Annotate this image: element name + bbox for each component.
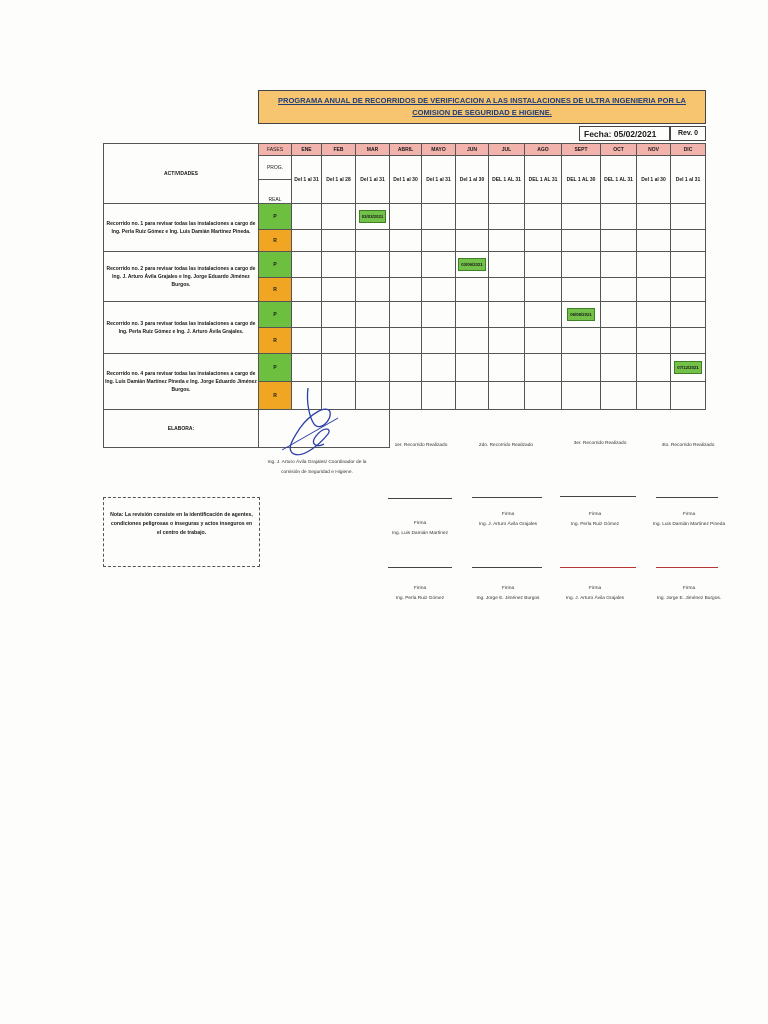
- month-header: JUN: [456, 144, 489, 156]
- date-label: Fecha: 05/02/2021: [579, 126, 670, 141]
- month-range: Del 1 al 31: [671, 156, 706, 204]
- month-range: Del 1 al 31: [292, 156, 322, 204]
- month-range: DEL 1 AL 31: [601, 156, 637, 204]
- planned-marker: P: [259, 204, 292, 230]
- firma-label: Firma: [588, 512, 602, 517]
- scheduled-date: 03/03/2021: [359, 210, 387, 223]
- month-range: Del 1 al 31: [422, 156, 456, 204]
- activity-description: Recorrido no. 1 para revisar todas las instalaciones a cargo de Ing. Perla Ruiz Gómez e Ing. Luis Damián Martínez Pineda.: [104, 204, 259, 252]
- real-marker: R: [259, 278, 292, 302]
- signer-name: Ing. Jorge E. Jiménez Burgos.: [656, 596, 722, 601]
- signature-block: [468, 510, 548, 530]
- firma-label: Firma: [413, 586, 427, 591]
- signature-line: [656, 567, 718, 568]
- month-header: MAR: [356, 144, 390, 156]
- schedule-table: [103, 143, 706, 448]
- signature-line: [560, 496, 636, 497]
- month-header: FEB: [322, 144, 356, 156]
- document-title: PROGRAMA ANUAL DE RECORRIDOS DE VERIFICACION A LAS INSTALACIONES DE ULTRA INGENIERIA POR LA COMISION DE SEGURIDAD E HIGIENE.: [258, 90, 706, 124]
- signer-name: Ing. J. Arturo Ávila Grajales: [478, 522, 538, 527]
- firma-label: Firma: [588, 586, 602, 591]
- activity-description: Recorrido no. 3 para revisar todas las instalaciones a cargo de Ing. Perla Ruiz Gómez e Ing. J. Arturo Ávila Grajales.: [104, 302, 259, 354]
- firma-label: Firma: [501, 512, 515, 517]
- activity-description: Recorrido no. 4 para revisar todas las instalaciones a cargo de Ing. Luis Damián Martínez Pineda e Ing. Jorge Eduardo Jiménez Burgos.: [104, 354, 259, 410]
- month-header: ABRIL: [390, 144, 422, 156]
- signature-block: [648, 510, 730, 530]
- elaborator-info: [262, 458, 372, 478]
- month-range: Del 1 al 30: [637, 156, 671, 204]
- signature-block: [648, 584, 730, 604]
- month-header: AGO: [525, 144, 562, 156]
- fase-header: FASES: [259, 144, 292, 156]
- firma-label: Firma: [501, 586, 515, 591]
- realizado-label: 3er. Recorrido Realizado: [573, 441, 627, 446]
- note-box: Nota: La revisión consiste en la identificación de agentes, condiciones peligrosas o inseguras y actos inseguros en el centro de trabajo.: [103, 497, 260, 567]
- prog-label: PROG.: [259, 156, 292, 180]
- scheduled-date: 06/09/2021: [567, 308, 595, 321]
- signature-line: [388, 567, 452, 568]
- month-range: Del 1 al 30: [456, 156, 489, 204]
- signature-block: [468, 584, 548, 604]
- firma-label: Firma: [413, 521, 427, 526]
- month-header: OCT: [601, 144, 637, 156]
- firma-label: Firma: [682, 512, 696, 517]
- signature-line: [472, 497, 542, 498]
- realizado-label: 2do. Recorrido Realizado: [478, 443, 534, 448]
- planned-marker: P: [259, 252, 292, 278]
- month-header: DIC: [671, 144, 706, 156]
- signature-block: [380, 519, 460, 539]
- planned-marker: P: [259, 302, 292, 328]
- signature-line: [472, 567, 542, 568]
- signer-name: Ing. J. Arturo Ávila Grajales: [565, 596, 625, 601]
- signature-line: [560, 567, 636, 568]
- month-range: DEL 1 AL 31: [489, 156, 525, 204]
- firma-label: Firma: [682, 586, 696, 591]
- signer-name: Ing. Jorge E. Jiménez Burgos: [476, 596, 540, 601]
- real-label: REAL: [259, 180, 292, 204]
- signature-line: [656, 497, 718, 498]
- month-range: Del 1 al 28: [322, 156, 356, 204]
- activity-description: Recorrido no. 2 para revisar todas las instalaciones a cargo de Ing. J. Arturo Ávila Grajales e Ing. Jorge Eduardo Jiménez Burgos.: [104, 252, 259, 302]
- elaborator-line: comisión de Seguridad e Higiene.: [281, 470, 353, 475]
- month-range: DEL 1 AL 30: [562, 156, 601, 204]
- scheduled-date: 03/06/2021: [458, 258, 486, 271]
- realizado-label: 1er. Recorrido Realizado: [394, 443, 448, 448]
- real-marker: R: [259, 230, 292, 252]
- month-range: DEL 1 AL 31: [525, 156, 562, 204]
- real-marker: R: [259, 328, 292, 354]
- signature-icon: [280, 384, 342, 462]
- signature-line: [388, 498, 452, 499]
- elabora-label: ELABORA:: [104, 410, 259, 448]
- signer-name: Ing. Perla Ruiz Gómez: [570, 522, 620, 527]
- realizado-label: 4to. Recorrido Realizado: [661, 443, 715, 448]
- signature-block: [555, 510, 635, 530]
- scheduled-date: 07/12/2021: [674, 361, 702, 374]
- signer-name: Ing. Luis Damián Martínez: [392, 531, 448, 536]
- month-range: Del 1 al 31: [356, 156, 390, 204]
- month-header: MAYO: [422, 144, 456, 156]
- signer-name: Ing. Luis Damián Martínez Pineda: [652, 522, 726, 527]
- month-header: JUL: [489, 144, 525, 156]
- planned-marker: P: [259, 354, 292, 382]
- month-header: ENE: [292, 144, 322, 156]
- signature-block: [380, 584, 460, 604]
- elaborator-line: Ing. J. Arturo Ávila Grajales/ Coordinador de la: [267, 460, 367, 465]
- signer-name: Ing. Perla Ruiz Gómez: [395, 596, 445, 601]
- month-header: NOV: [637, 144, 671, 156]
- month-range: Del 1 al 30: [390, 156, 422, 204]
- month-header: SEPT: [562, 144, 601, 156]
- signature-block: [555, 584, 635, 604]
- revision-label: Rev. 0: [670, 126, 706, 141]
- real-marker: R: [259, 382, 292, 410]
- activities-header: ACTIVIDADES: [104, 144, 259, 204]
